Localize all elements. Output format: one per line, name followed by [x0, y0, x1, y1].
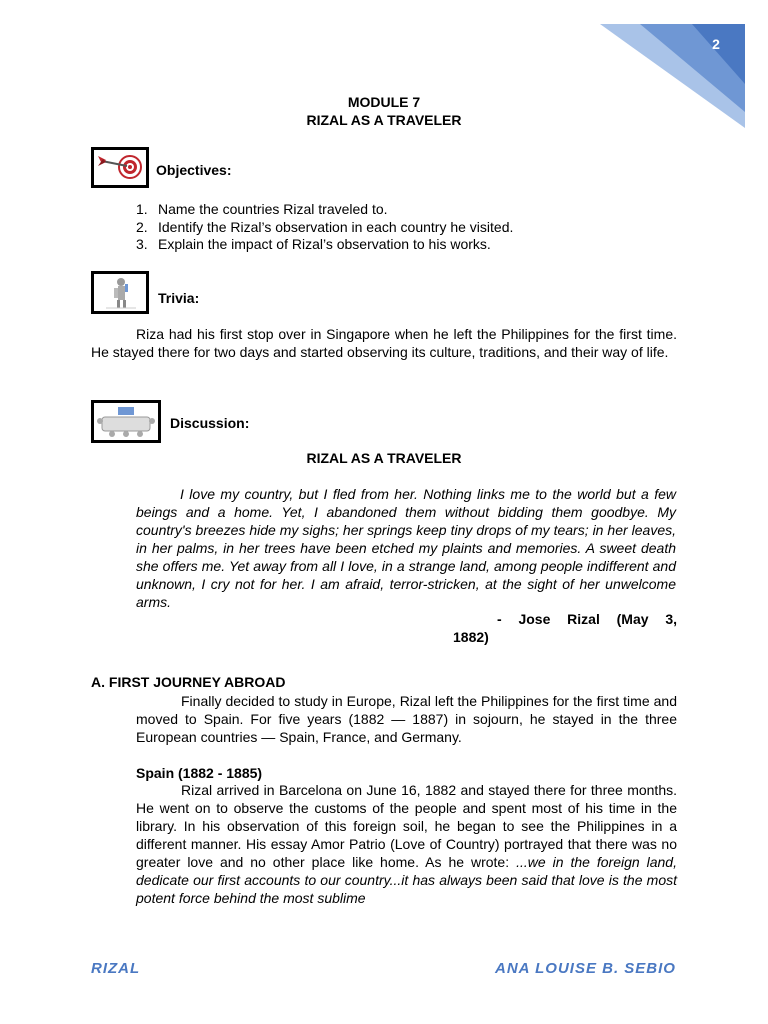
- module-number: MODULE 7: [347, 94, 421, 110]
- trivia-paragraph: Riza had his first stop over in Singapore when he left the Philippines for the first time. He stayed there for two days and started observing its culture, traditions, and their way of life.: [91, 326, 677, 360]
- spain-paragraph: Rizal arrived in Barcelona on June 16, 1882 and stayed there for three months. He went on to observe the customs of the people and spent most of his time in the library. In his observation of this foreign soil, he began to see the Philippines in a different manner. His essay Amor Patrio (Love of Country) portrayed that there was no greater love and no other place like home. As he wrote: ...we in the foreign land, dedicate our first accounts to our country...it has always been said that love is the most potent force behind the most sublime: [136, 782, 677, 906]
- trivia-icon-box: [91, 271, 149, 314]
- discussion-heading: Discussion:: [170, 415, 250, 431]
- discussion-icon-box: [91, 400, 161, 443]
- quote-attribution-line1: - Jose Rizal (May 3,: [497, 611, 677, 627]
- rizal-quote: I love my country, but I fled from her. Nothing links me to the world but a few beings and a home. Yet, I abandoned them without bidding them goodbye. My country's breezes hide my sighs; her springs keep tiny drops of my tears; in her leaves, in her palms, in her trees have been etched my plaints and memories. A sweet death she offers me. Yet away from all I love, in a strange land, among people indifferent and unknown, I cry not for her. I am afraid, terror-stricken, at the sight of her unwelcome arms.: [136, 486, 676, 610]
- list-item: 2. Identify the Rizal’s observation in each country he visited.: [136, 218, 514, 235]
- list-item: 1. Name the countries Rizal traveled to.: [136, 201, 388, 217]
- objectives-heading: Objectives:: [156, 162, 232, 178]
- footer-right: ANA LOUISE B. SEBIO: [495, 960, 676, 977]
- footer-left: RIZAL: [91, 960, 141, 977]
- discussion-title: RIZAL AS A TRAVELER: [306, 450, 462, 466]
- list-item: 3. Explain the impact of Rizal’s observation to his works.: [136, 236, 491, 252]
- dart-target-icon: [94, 150, 146, 185]
- spain-quote: ...we in the foreign land, dedicate our first accounts to our country...it has always been said that love is the most potent force behind the most sublime: [136, 854, 677, 906]
- discussion-meeting-icon: [94, 403, 158, 440]
- section-a-paragraph: Finally decided to study in Europe, Rizal left the Philippines for the first time and moved to Spain. For five years (1882 — 1887) in sojourn, he stayed in the three European countries — Spain, France, and Germany.: [136, 693, 677, 745]
- objectives-icon-box: [91, 147, 149, 188]
- objectives-list: [136, 201, 513, 254]
- section-a-heading: A. FIRST JOURNEY ABROAD: [91, 674, 286, 690]
- module-title: RIZAL AS A TRAVELER: [306, 112, 462, 128]
- page-number: 2: [712, 36, 720, 52]
- trivia-heading: Trivia:: [158, 290, 200, 306]
- quote-attribution-line2: 1882): [453, 629, 489, 645]
- trivia-figure-icon: [94, 274, 146, 311]
- spain-heading: Spain (1882 - 1885): [136, 765, 263, 781]
